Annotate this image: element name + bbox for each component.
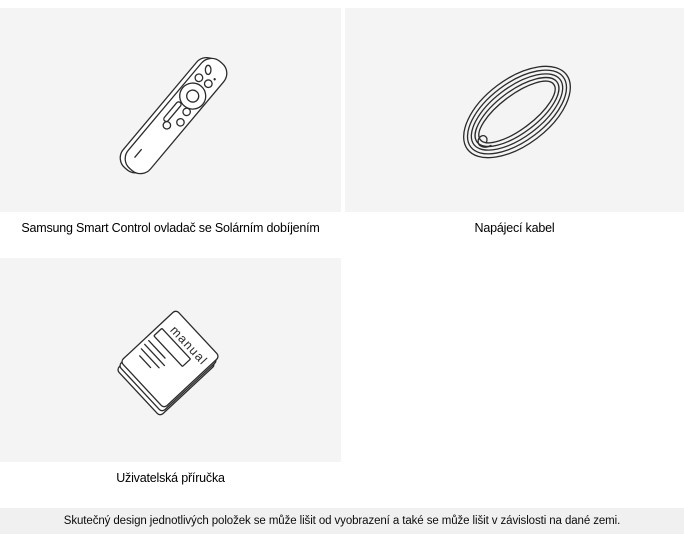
caption-row-top bbox=[0, 212, 684, 258]
accessory-caption-user-manual: Uživatelská příručka bbox=[116, 471, 225, 485]
accessory-row-top bbox=[0, 8, 684, 212]
accessory-tile-power-cable bbox=[345, 8, 684, 212]
power-cable-illustration bbox=[345, 8, 684, 212]
accessory-row-bottom bbox=[0, 258, 684, 462]
accessory-tile-user-manual bbox=[0, 258, 341, 462]
accessory-tile-remote bbox=[0, 8, 341, 212]
accessory-caption-remote: Samsung Smart Control ovladač se Solárním dobíjením bbox=[21, 221, 320, 235]
manual-cover-text: manual bbox=[167, 323, 211, 368]
remote-control-illustration bbox=[0, 8, 341, 212]
accessory-caption-power-cable: Napájecí kabel bbox=[474, 221, 555, 235]
user-manual-illustration bbox=[0, 258, 341, 462]
disclaimer-note: Skutečný design jednotlivých položek se může lišit od vyobrazení a také se může lišit v závislosti na dané zemi. bbox=[0, 508, 684, 534]
caption-row-bottom bbox=[0, 462, 684, 508]
